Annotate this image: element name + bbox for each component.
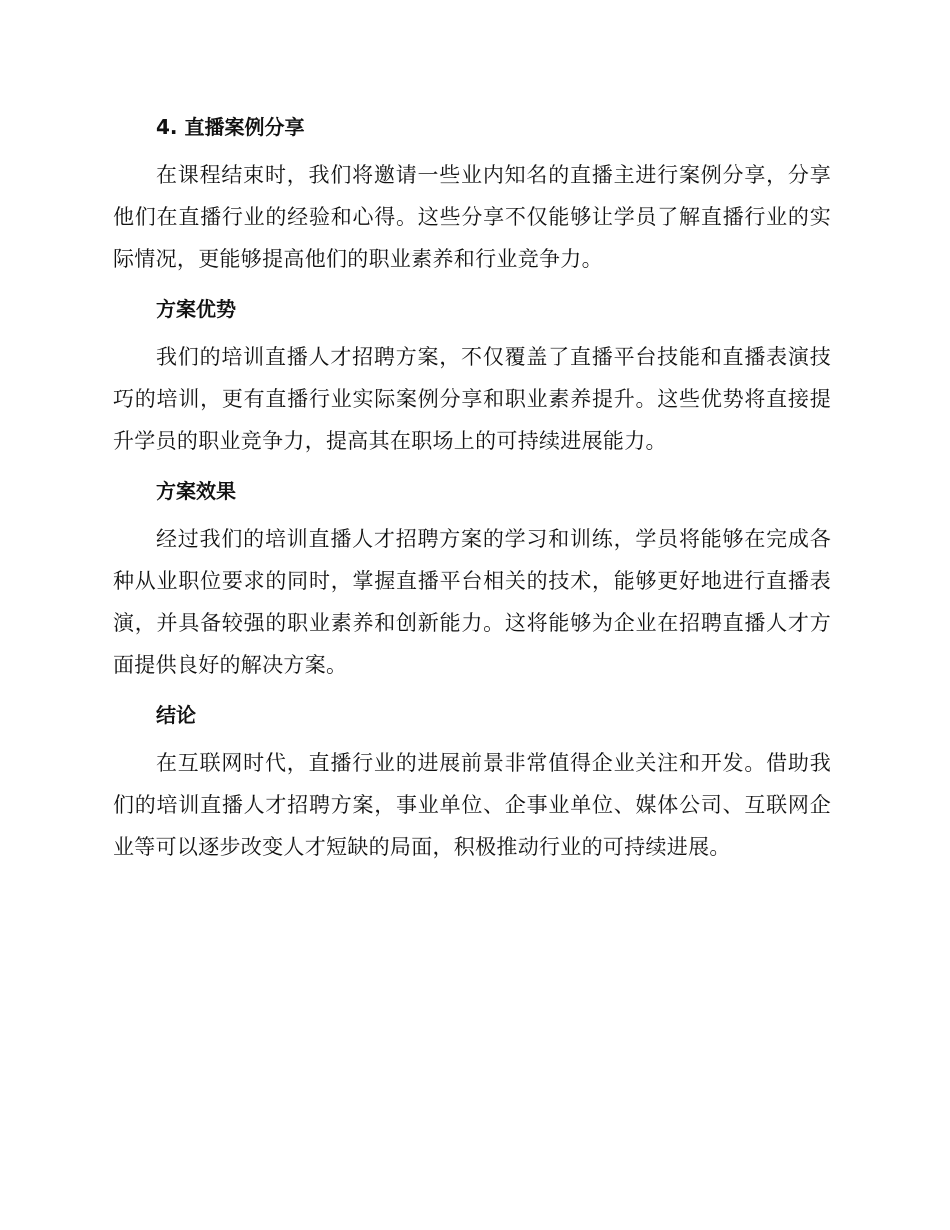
section-heading: 结论 — [156, 703, 196, 727]
section-conclusion — [113, 698, 831, 868]
section-advantages — [113, 292, 831, 462]
section-effects — [113, 474, 831, 686]
section-heading: 方案效果 — [156, 479, 236, 503]
section-paragraph: 我们的培训直播人才招聘方案，不仅覆盖了直播平台技能和直播表演技巧的培训，更有直播行业实际案例分享和职业素养提升。这些优势将直接提升学员的职业竞争力，提高其在职场上的可持续进展能力。 — [113, 345, 831, 453]
section-case-sharing — [113, 110, 831, 280]
document-page — [113, 110, 831, 880]
section-paragraph: 经过我们的培训直播人才招聘方案的学习和训练，学员将能够在完成各种从业职位要求的同时，掌握直播平台相关的技术，能够更好地进行直播表演，并具备较强的职业素养和创新能力。这将能够为企业在招聘直播人才方面提供良好的解决方案。 — [113, 527, 831, 677]
section-heading: 方案优势 — [156, 297, 236, 321]
section-heading: 4. 直播案例分享 — [156, 115, 305, 139]
section-paragraph: 在课程结束时，我们将邀请一些业内知名的直播主进行案例分享，分享他们在直播行业的经验和心得。这些分享不仅能够让学员了解直播行业的实际情况，更能够提高他们的职业素养和行业竞争力。 — [113, 163, 831, 271]
section-paragraph: 在互联网时代，直播行业的进展前景非常值得企业关注和开发。借助我们的培训直播人才招聘方案，事业单位、企事业单位、媒体公司、互联网企业等可以逐步改变人才短缺的局面，积极推动行业的可持续进展。 — [113, 751, 831, 859]
